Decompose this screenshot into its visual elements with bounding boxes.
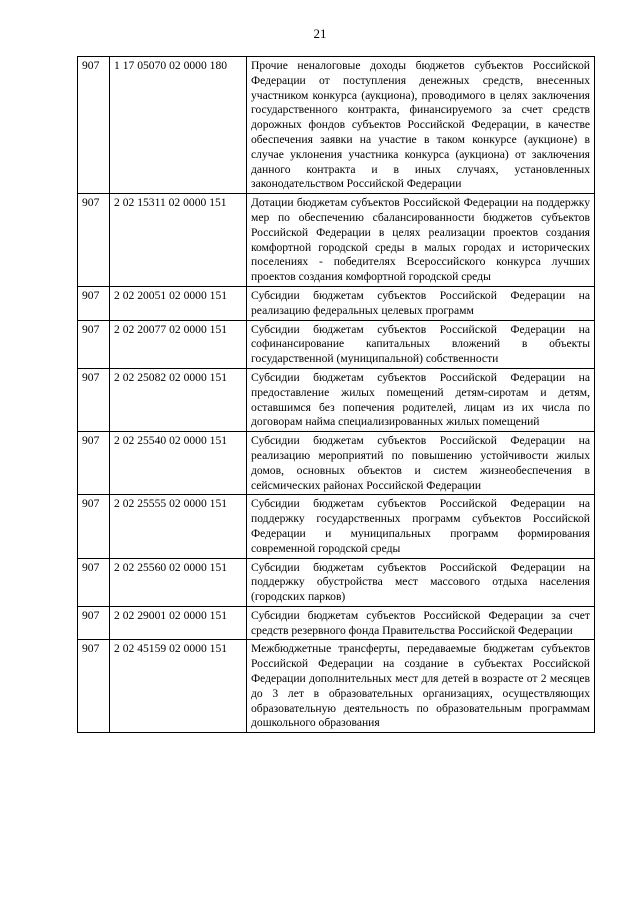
table-row (78, 194, 595, 287)
table-row (78, 495, 595, 558)
admin-code-cell: 907 (78, 640, 110, 733)
revenue-description-cell: Субсидии бюджетам субъектов Российской Федерации на реализацию мероприятий по повышению устойчивости жилых домов, основных объектов и систем жизнеобеспечения в сейсмических районах Российской Федерации (247, 432, 595, 495)
table-row (78, 57, 595, 194)
revenue-description-cell: Субсидии бюджетам субъектов Российской Федерации на софинансирование капитальных вложений в объекты государственной (муниципальной) собственности (247, 320, 595, 368)
table-row (78, 286, 595, 320)
table-row (78, 640, 595, 733)
admin-code-cell: 907 (78, 320, 110, 368)
revenue-description-cell: Субсидии бюджетам субъектов Российской Федерации на реализацию федеральных целевых программ (247, 286, 595, 320)
table-row (78, 558, 595, 606)
revenue-description-cell: Прочие неналоговые доходы бюджетов субъектов Российской Федерации от поступления денежных средств, внесенных участником конкурса (аукциона), проводимого в целях заключения государственного контракта, финансируемого за счет средств дорожных фондов субъектов Российской Федерации, в качестве обеспечения заявки на участие в таком конкурсе (аукционе) в случае уклонения участника конкурса (аукциона) от заключения данного контракта и в иных случаях, установленных законодательством Российской Федерации (247, 57, 595, 194)
budget-classification-code-cell: 2 02 15311 02 0000 151 (110, 194, 247, 287)
budget-classification-code-cell: 2 02 25555 02 0000 151 (110, 495, 247, 558)
page-number: 21 (313, 26, 327, 41)
revenue-description-cell: Субсидии бюджетам субъектов Российской Федерации на поддержку государственных программ субъектов Российской Федерации и муниципальных программ формирования современной городской среды (247, 495, 595, 558)
revenue-description-cell: Субсидии бюджетам субъектов Российской Федерации за счет средств резервного фонда Правительства Российской Федерации (247, 606, 595, 640)
budget-classification-code-cell: 1 17 05070 02 0000 180 (110, 57, 247, 194)
admin-code-cell: 907 (78, 57, 110, 194)
budget-classification-code-cell: 2 02 20077 02 0000 151 (110, 320, 247, 368)
budget-classification-code-cell: 2 02 25560 02 0000 151 (110, 558, 247, 606)
admin-code-cell: 907 (78, 286, 110, 320)
budget-classification-code-cell: 2 02 25082 02 0000 151 (110, 368, 247, 431)
table-row (78, 320, 595, 368)
admin-code-cell: 907 (78, 558, 110, 606)
budget-classification-code-cell: 2 02 25540 02 0000 151 (110, 432, 247, 495)
budget-classification-code-cell: 2 02 20051 02 0000 151 (110, 286, 247, 320)
table-row (78, 432, 595, 495)
budget-classification-code-cell: 2 02 45159 02 0000 151 (110, 640, 247, 733)
revenue-description-cell: Субсидии бюджетам субъектов Российской Федерации на поддержку обустройства мест массового отдыха населения (городских парков) (247, 558, 595, 606)
revenue-description-cell: Дотации бюджетам субъектов Российской Федерации на поддержку мер по обеспечению сбалансированности бюджетов субъектов Российской Федерации в целях реализации проектов создания комфортной городской среды в малых городах и исторических поселениях - победителях Всероссийского конкурса лучших проектов создания комфортной городской среды (247, 194, 595, 287)
admin-code-cell: 907 (78, 368, 110, 431)
revenue-description-cell: Межбюджетные трансферты, передаваемые бюджетам субъектов Российской Федерации на создание в субъектах Российской Федерации дополнительных мест для детей в возрасте от 2 месяцев до 3 лет в образовательных организациях, осуществляющих образовательную деятельность по образовательным программам дошкольного образования (247, 640, 595, 733)
table-row (78, 368, 595, 431)
budget-revenue-table (77, 56, 595, 733)
admin-code-cell: 907 (78, 495, 110, 558)
revenue-description-cell: Субсидии бюджетам субъектов Российской Федерации на предоставление жилых помещений детям-сиротам и детям, оставшимся без попечения родителей, лицам из их числа по договорам найма специализированных жилых помещений (247, 368, 595, 431)
admin-code-cell: 907 (78, 432, 110, 495)
budget-classification-code-cell: 2 02 29001 02 0000 151 (110, 606, 247, 640)
admin-code-cell: 907 (78, 606, 110, 640)
admin-code-cell: 907 (78, 194, 110, 287)
table-row (78, 606, 595, 640)
